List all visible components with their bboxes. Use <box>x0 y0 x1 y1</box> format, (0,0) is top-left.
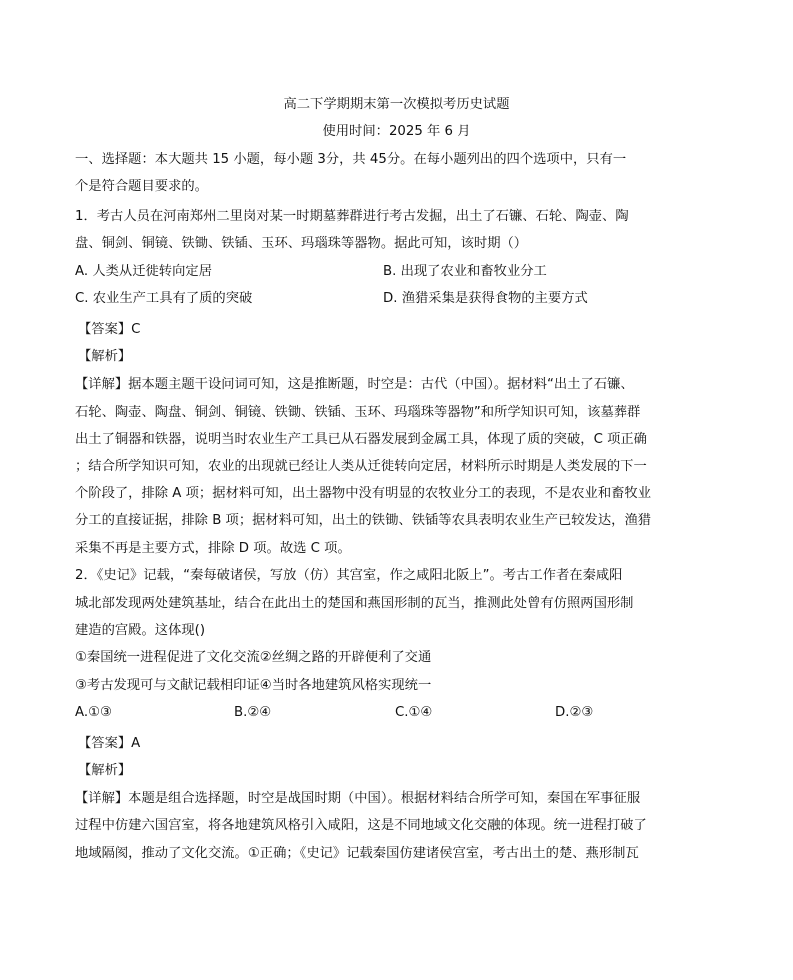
section-header-line-1: 一、选择题：本大题共 15 小题，每小题 3分，共 45分。在每小题列出的四个选项中，只有一 <box>75 152 627 167</box>
q1-detail-line-5: 个阶段了，排除 A 项；据材料可知，出土器物中没有明显的农牧业分工的表现，不是农业和畜牧业 <box>75 486 652 501</box>
q1-option-a: A. 人类从迁徙转向定居 <box>75 264 212 279</box>
exam-subtitle: 使用时间：2025 年 6 月 <box>322 124 471 139</box>
q2-analysis-label: 【解析】 <box>78 763 132 778</box>
q2-option-a: A.①③ <box>75 705 112 720</box>
q1-stem-line-2: 盘、铜剑、铜镜、铁锄、铁锸、玉环、玛瑙珠等器物。据此可知，该时期（） <box>75 236 528 251</box>
q1-detail-line-1: 【详解】据本题主题干设问词可知，这是推断题，时空是：古代（中国）。据材料“出土了石镰、 <box>75 377 634 392</box>
q2-stem-line-1: 2．《史记》记载，“秦每破诸侯，写放（仿）其宫室，作之咸阳北阪上”。考古工作者在秦咸阳 <box>75 568 623 583</box>
q2-detail-line-1: 【详解】本题是组合选择题，时空是战国时期（中国）。根据材料结合所学可知，秦国在军事征服 <box>75 791 641 806</box>
q1-detail-line-6: 分工的直接证据，排除 B 项；据材料可知，出土的铁锄、铁锸等农具表明农业生产已较发达，渔猎 <box>75 513 652 528</box>
q2-option-d: D.②③ <box>555 705 594 720</box>
exam-title: 高二下学期期末第一次模拟考历史试题 <box>283 97 510 112</box>
section-header-line-2: 个是符合题目要求的。 <box>75 179 208 194</box>
q2-statement-line-2: ③考古发现可与文献记载相印证④当时各地建筑风格实现统一 <box>75 678 432 693</box>
q1-option-c: C. 农业生产工具有了质的突破 <box>75 291 253 306</box>
q2-detail-line-3: 地域隔阂，推动了文化交流。①正确；《史记》记载秦国仿建诸侯宫室，考古出土的楚、燕形制瓦 <box>75 846 639 861</box>
q2-option-c: C.①④ <box>395 705 433 720</box>
q2-detail-line-2: 过程中仿建六国宫室，将各地建筑风格引入咸阳，这是不同地域文化交融的体现。统一进程打破了 <box>75 818 647 833</box>
q1-option-d: D. 渔猎采集是获得食物的主要方式 <box>383 291 588 306</box>
q1-detail-line-3: 出土了铜器和铁器，说明当时农业生产工具已从石器发展到金属工具，体现了质的突破，C 项正确 <box>75 432 647 447</box>
q2-option-b: B.②④ <box>234 705 272 720</box>
q1-detail-line-2: 石轮、陶壶、陶盘、铜剑、铜镜、铁锄、铁锸、玉环、玛瑙珠等器物”和所学知识可知，该墓葬群 <box>75 405 641 420</box>
q2-statement-line-1: ①秦国统一进程促进了文化交流②丝绸之路的开辟便利了交通 <box>75 650 432 665</box>
q1-detail-line-7: 采集不再是主要方式，排除 D 项。故选 C 项。 <box>75 541 351 556</box>
q1-answer: 【答案】C <box>78 322 141 337</box>
q1-analysis-label: 【解析】 <box>78 349 132 364</box>
q1-option-b: B. 出现了农业和畜牧业分工 <box>383 264 547 279</box>
q1-detail-line-4: ；结合所学知识可知，农业的出现就已经让人类从迁徙转向定居，材料所示时期是人类发展的下一 <box>75 459 647 474</box>
q1-stem-line-1: 1．考古人员在河南郑州二里岗对某一时期墓葬群进行考古发掘，出土了石镰、石轮、陶壶、陶 <box>75 209 629 224</box>
q2-stem-line-2: 城北部发现两处建筑基址，结合在此出土的楚国和燕国形制的瓦当，推测此处曾有仿照两国形制 <box>75 596 634 611</box>
q2-answer: 【答案】A <box>78 736 141 751</box>
q2-stem-line-3: 建造的宫殿。这体现() <box>75 623 206 638</box>
